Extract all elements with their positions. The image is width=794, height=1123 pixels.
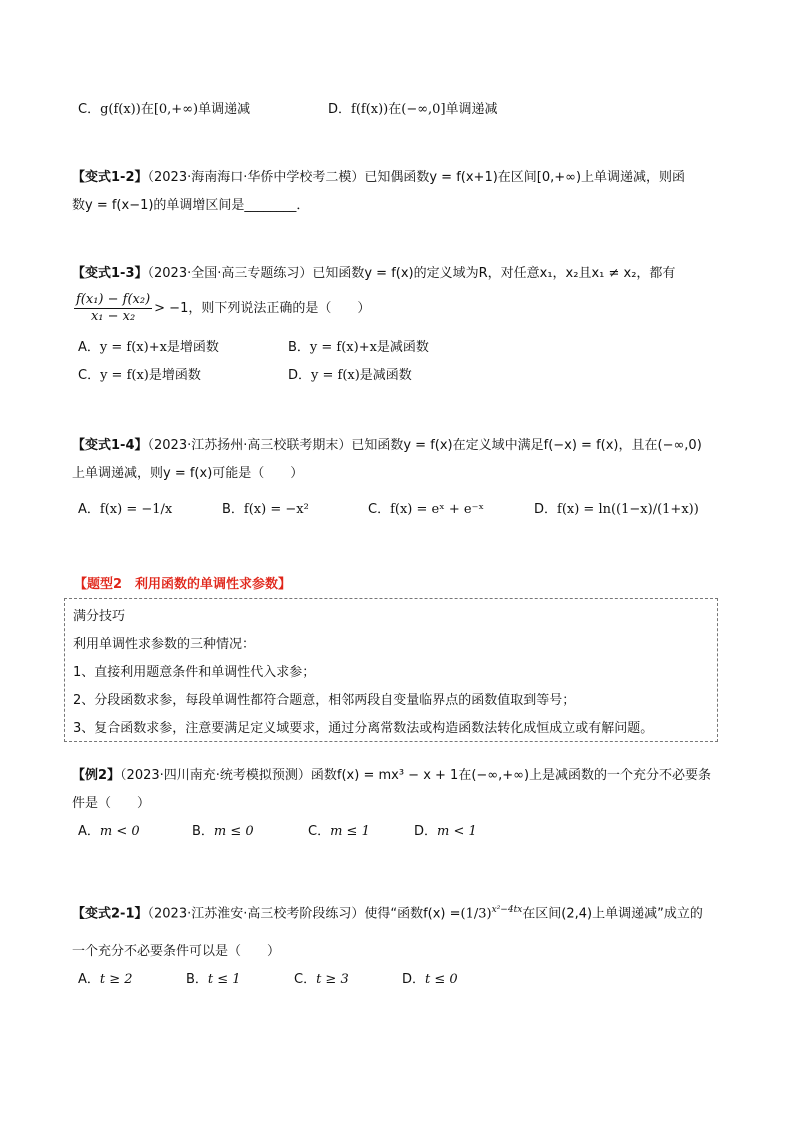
option-d — [402, 970, 458, 990]
option-a — [78, 970, 133, 990]
option-label: A． — [78, 502, 100, 517]
tips-box — [64, 598, 718, 742]
option-d — [328, 100, 498, 120]
option-label: D． — [328, 102, 352, 117]
question-text: 函数f(x) = mx³ − x + 1在(−∞,+∞)上是减函数的一个充分不必要条 — [310, 768, 712, 783]
tips-line: 利用单调性求参数的三种情况： — [73, 637, 256, 652]
question-source: （2023·四川南充·统考模拟预测） — [120, 768, 311, 783]
option-text: y = f(x)+x是增函数 — [99, 340, 219, 355]
option-text: g(f(x))在[0,+∞)单调递减 — [100, 102, 251, 117]
option-c — [368, 500, 484, 520]
question-2-1-line2: 一个充分不必要条件可以是（ ） — [72, 944, 281, 959]
option-text: m ≤ 0 — [213, 824, 254, 839]
option-text: t ≤ 1 — [207, 972, 241, 987]
fraction-denominator: x₁ − x₂ — [90, 309, 136, 324]
option-label: C． — [368, 502, 391, 517]
option-c — [78, 366, 201, 386]
option-text: f(x) = −x² — [243, 502, 309, 517]
option-a — [78, 822, 140, 842]
option-text: y = f(x)+x是减函数 — [309, 340, 429, 355]
option-text: f(f(x))在(−∞,0]单调递减 — [351, 102, 498, 117]
option-text: y = f(x)是增函数 — [100, 368, 201, 383]
question-1-4-line1 — [72, 436, 702, 456]
option-text: f(x) = eˣ + e⁻ˣ — [390, 502, 484, 517]
option-label: C． — [78, 102, 101, 117]
option-b — [192, 822, 254, 842]
question-tag: 【变式1-4】 — [72, 438, 148, 453]
option-d — [414, 822, 477, 842]
option-label: D． — [414, 824, 438, 839]
tips-line: 1、直接利用题意条件和单调性代入求参； — [73, 665, 316, 680]
question-text: 在区间(2,4)上单调递减”成立的 — [522, 906, 703, 922]
option-label: C． — [308, 824, 331, 839]
question-source: （2023·海南海口·华侨中学校考二模） — [147, 170, 365, 185]
option-b — [288, 338, 429, 358]
power-base: (1/3) — [460, 906, 492, 922]
option-b — [186, 970, 241, 990]
question-1-2-line1 — [72, 168, 685, 188]
question-tag: 【变式1-2】 — [72, 170, 148, 185]
option-c — [78, 100, 250, 120]
power-exponent: x²−4tx — [491, 905, 523, 915]
option-b — [222, 500, 309, 520]
inequality-fraction — [74, 292, 152, 325]
option-text: m < 1 — [437, 824, 477, 839]
option-text: m < 0 — [99, 824, 140, 839]
option-label: B． — [192, 824, 214, 839]
question-text: > −1，则下列说法正确的是（ ） — [154, 301, 371, 316]
option-text: f(x) = −1/x — [99, 502, 173, 517]
question-1-2-line2: 数y = f(x−1)的单调增区间是________． — [72, 198, 310, 213]
tips-box-title: 满分技巧 — [73, 609, 126, 624]
option-label: A． — [78, 824, 100, 839]
question-source: （2023·江苏扬州·高三校联考期末） — [147, 438, 352, 453]
question-tag: 【变式1-3】 — [72, 266, 148, 281]
question-1-3-line2 — [72, 292, 370, 325]
example-2-line2: 件是（ ） — [72, 796, 151, 811]
question-source: （2023·江苏淮安·高三校考阶段练习） — [147, 906, 365, 922]
question-1-3-line1 — [72, 264, 675, 284]
tips-line: 3、复合函数求参，注意要满足定义域要求，通过分离常数法或构造函数法转化成恒成立或有解问题。 — [73, 721, 654, 736]
option-c — [308, 822, 370, 842]
question-text: 已知函数y = f(x)的定义域为R，对任意x₁，x₂且x₁ ≠ x₂，都有 — [312, 266, 676, 281]
question-text: 已知函数y = f(x)在定义域中满足f(−x) = f(x)，且在(−∞,0) — [351, 438, 702, 453]
option-label: D． — [288, 368, 312, 383]
option-text: m ≤ 1 — [330, 824, 370, 839]
option-text: f(x) = ln((1−x)/(1+x)) — [557, 502, 699, 517]
option-label: A． — [78, 340, 100, 355]
question-tag: 【例2】 — [72, 768, 121, 783]
fraction-numerator: f(x₁) − f(x₂) — [76, 292, 151, 307]
question-source: （2023·全国·高三专题练习） — [147, 266, 313, 281]
question-tag: 【变式2-1】 — [72, 906, 148, 922]
option-text: t ≤ 0 — [425, 972, 458, 987]
option-c — [294, 970, 349, 990]
option-a — [78, 500, 172, 520]
question-text: 使得“函数f(x) = — [364, 906, 461, 922]
example-2-line1 — [72, 766, 711, 786]
option-label: B． — [288, 340, 310, 355]
option-label: C． — [78, 368, 101, 383]
option-text: t ≥ 3 — [316, 972, 349, 987]
option-label: B． — [222, 502, 244, 517]
question-2-1-line1 — [72, 900, 703, 924]
option-text: t ≥ 2 — [99, 972, 133, 987]
option-label: A． — [78, 972, 100, 987]
option-label: D． — [402, 972, 426, 987]
option-text: y = f(x)是减函数 — [311, 368, 412, 383]
option-label: D． — [534, 502, 558, 517]
option-label: B． — [186, 972, 208, 987]
option-d — [288, 366, 412, 386]
question-text: 已知偶函数y = f(x+1)在区间[0,+∞)上单调递减，则函 — [364, 170, 686, 185]
question-1-4-line2: 上单调递减，则y = f(x)可能是（ ） — [72, 466, 304, 481]
section-heading: 【题型2 利用函数的单调性求参数】 — [74, 577, 292, 592]
option-a — [78, 338, 219, 358]
option-d — [534, 500, 699, 520]
tips-line: 2、分段函数求参，每段单调性都符合题意，相邻两段自变量临界点的函数值取到等号； — [73, 693, 576, 708]
option-label: C． — [294, 972, 317, 987]
